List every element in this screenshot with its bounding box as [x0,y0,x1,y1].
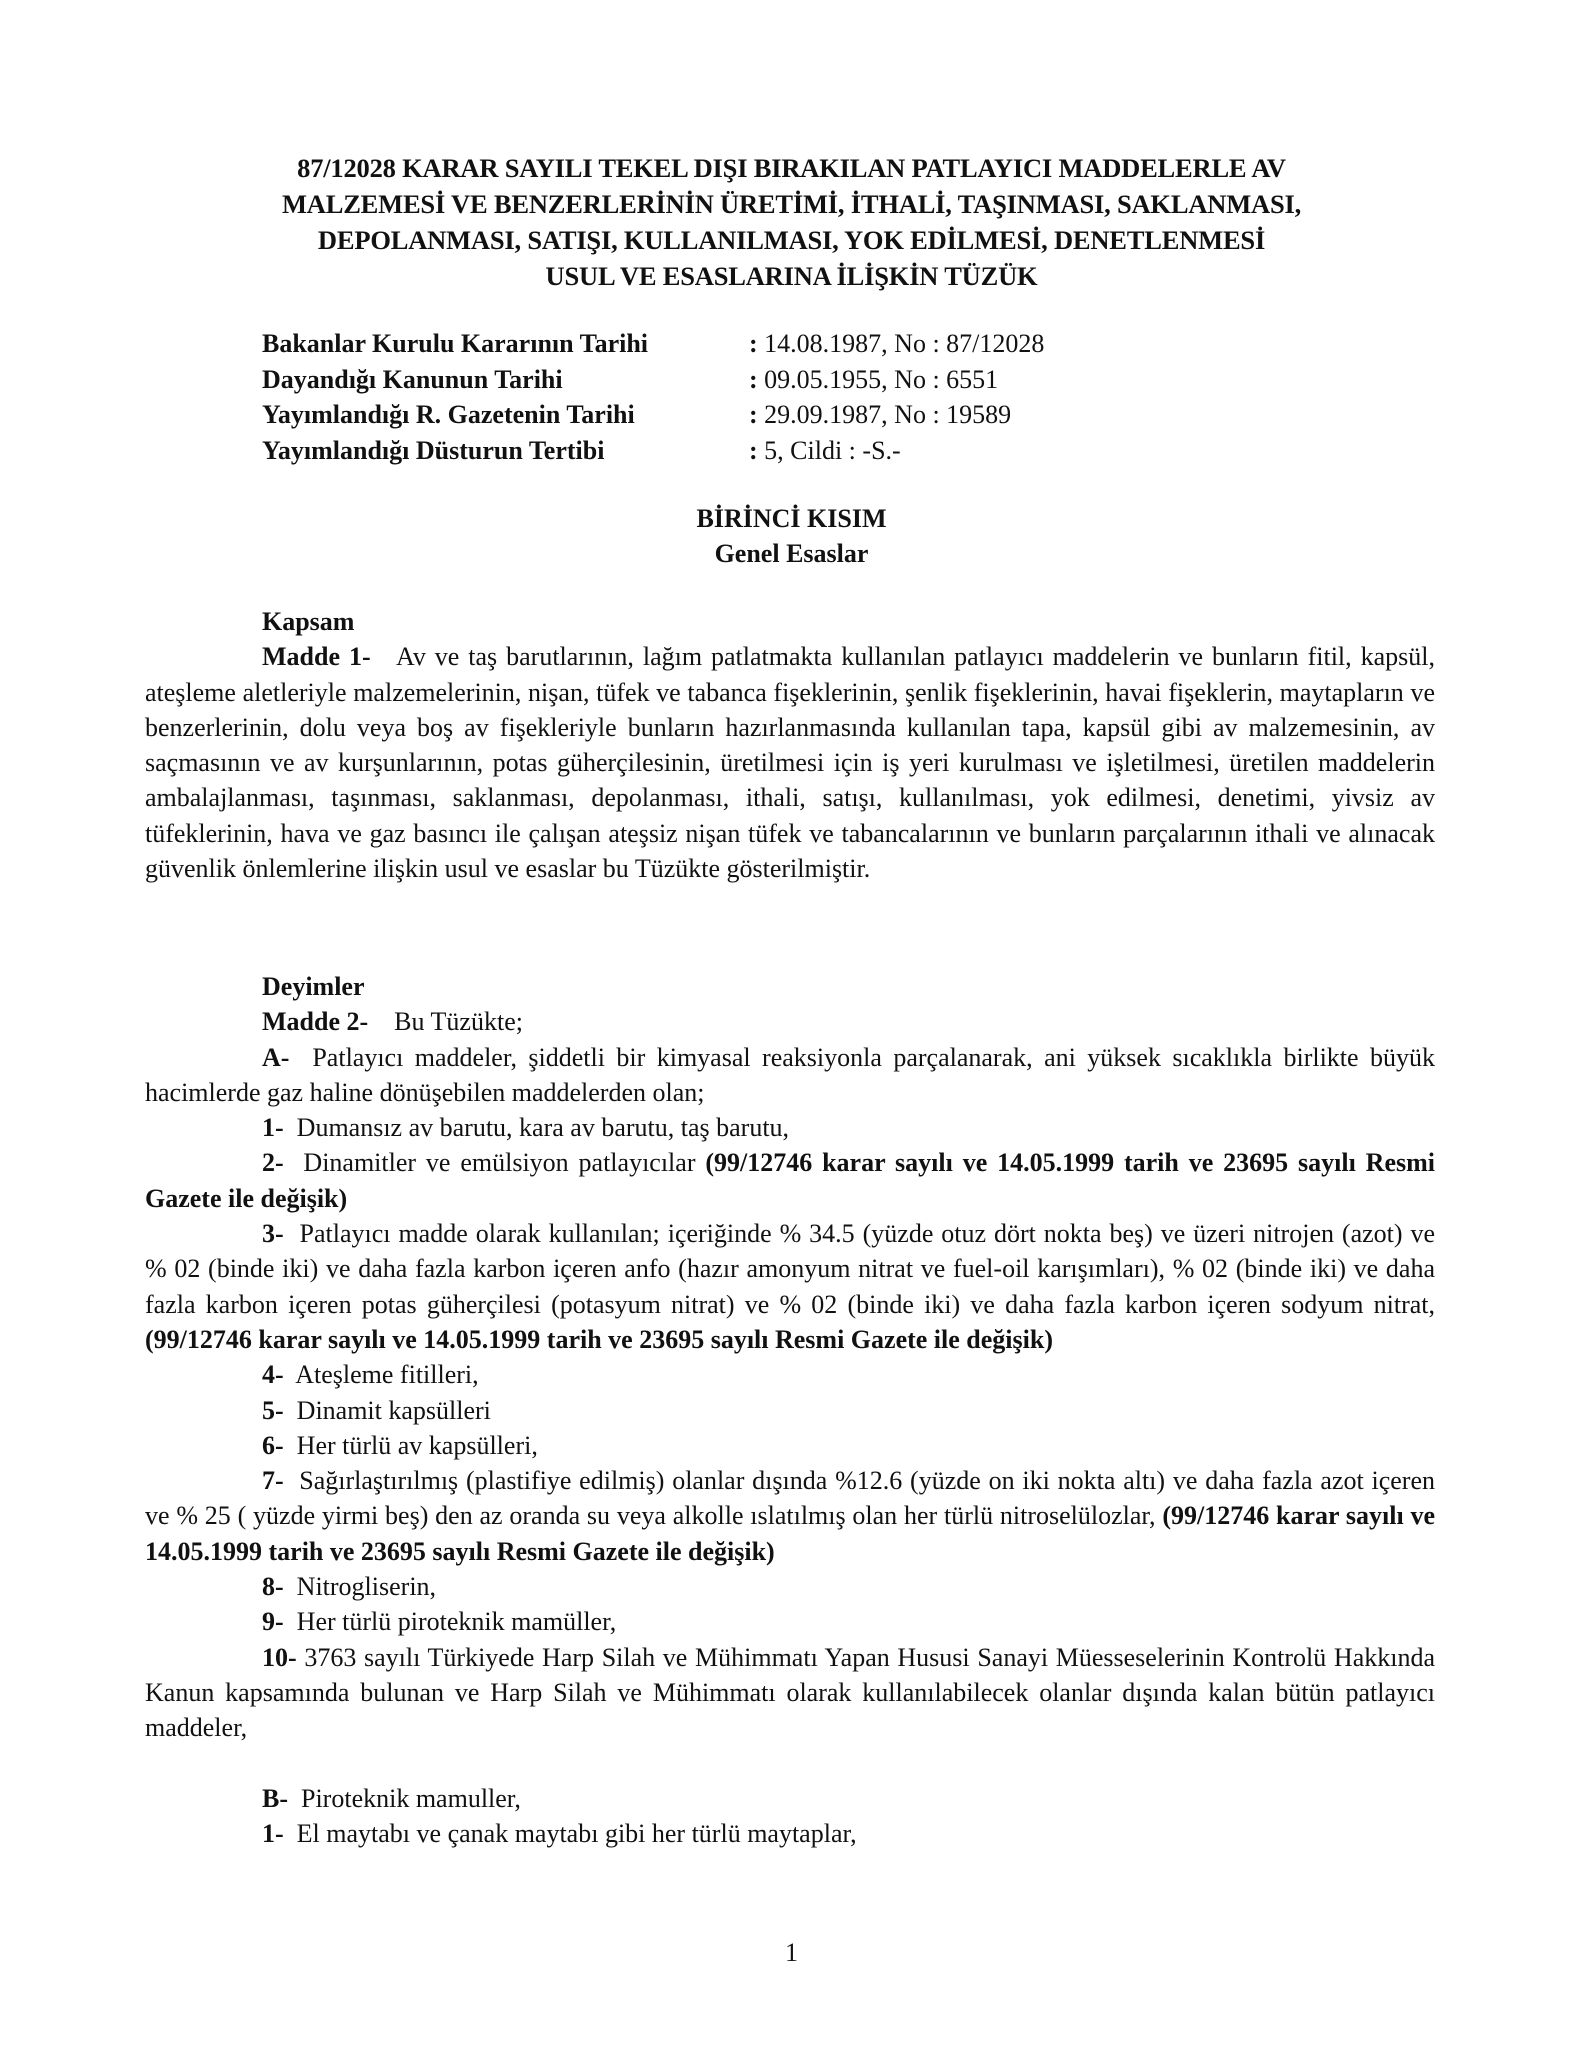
amendment-note: (99/12746 karar sayılı ve 14.05.1999 tarih ve 23695 sayılı Resmi Gazete ile değişik) [145,1148,1435,1213]
metadata-label: Bakanlar Kurulu Kararının Tarihi [262,329,649,358]
clause-a: A- Patlayıcı maddeler, şiddetli bir kimyasal reaksiyonla parçalanarak, ani yüksek sıcaklıkla birlikte büyük hacimlerde gaz haline dönüşebilen maddelerden olan; [145,1042,1436,1107]
article-heading: Deyimler [262,972,365,1001]
article-paragraph: Madde 1- Av ve taş barutlarının, lağım patlatmakta kullanılan patlayıcı maddelerin ve bunların fitil, kapsül, ateşleme aletleriyle malzemelerinin, nişan, tüfek ve tabanca fişeklerinin, şenlik fişeklerinin, havai fişeklerin, maytapların ve benzerlerinin, dolu veya boş av fişekleriyle bunların hazırlanmasında kullanılan tapa, kapsül gibi av malzemesinin, av saçmasının ve av kurşunlarının, potas güherçilesinin, üretilmesi için iş yeri kurulması ve işletilmesi, üretilen maddelerin ambalajlanması, taşınması, saklanması, depolanması, ithali, satışı, kullanılması, yok edilmesi, denetimi, yivsiz av tüfeklerinin, hava ve gaz basıncı ile çalışan ateşsiz nişan tüfek ve tabancalarının ve bunların parçalarının ithali ve alınacak güvenlik önlemlerine ilişkin usul ve esaslar bu Tüzükte gösterilmiştir. [145,642,1435,884]
article-2 [145,969,1435,1851]
page-number: 1 [785,1938,798,1967]
article-label: Madde 1- [262,642,371,672]
list-item: 2- Dinamitler ve emülsiyon patlayıcılar (99/12746 karar sayılı ve 14.05.1999 tarih ve 23695 sayılı Resmi Gazete ile değişik) [145,1148,1435,1213]
article-1 [145,604,1435,886]
article-label: Madde 2- [262,1007,369,1037]
list-item: 7- Sağırlaştırılmış (plastifiye edilmiş) olanlar dışında %12.6 (yüzde on iki nokta altı) ve daha fazla azot içeren ve % 25 ( yüzde yirmi beş) den az oranda su veya alkolle ıslatılmış olan her türlü nitroselülozlar, (99/12746 karar sayılı ve 14.05.1999 tarih ve 23695 sayılı Resmi Gazete ile değişik) [145,1466,1436,1566]
section-subheading: Genel Esaslar [714,539,869,568]
title-line: DEPOLANMASI, SATIŞI, KULLANILMASI, YOK EDİLMESİ, DENETLENMESİ [317,225,1266,255]
metadata-label: Yayımlandığı Düsturun Tertibi [262,435,605,465]
metadata-row [262,433,1044,469]
metadata-value: : 14.08.1987, No : 87/12028 [749,329,1045,358]
article-intro: Madde 2- Bu Tüzükte; [262,1007,523,1037]
metadata-label: Dayandığı Kanunun Tarihi [262,364,563,394]
list-item: 10- 3763 sayılı Türkiyede Harp Silah ve Mühimmatı Yapan Hususi Sanayi Müesseselerinin Kontrolü Hakkında Kanun kapsamında bulunan ve Harp Silah ve Mühimmatı olarak kullanılabilecek olanlar dışında kalan bütün patlayıcı maddeler, [145,1642,1436,1743]
title-line: 87/12028 KARAR SAYILI TEKEL DIŞI BIRAKILAN PATLAYICI MADDELERLE AV [297,153,1286,183]
list-item: 3- Patlayıcı madde olarak kullanılan; içeriğinde % 34.5 (yüzde otuz dört nokta beş) ve üzeri nitrojen (azot) ve % 02 (binde iki) ve daha fazla karbon içeren anfo (hazır amonyum nitrat ve fuel-oil karışımları), % 02 (binde iki) ve daha fazla karbon içeren potas güherçilesi (potasyum nitrat) ve % 02 (binde iki) ve daha fazla karbon içeren sodyum nitrat, (99/12746 karar sayılı ve 14.05.1999 tarih ve 23695 sayılı Resmi Gazete ile değişik) [145,1219,1436,1354]
metadata-row [262,326,1044,362]
metadata-label: Yayımlandığı R. Gazetenin Tarihi [262,400,635,429]
clause-b: B- Piroteknik mamuller, [262,1783,521,1813]
metadata-row [262,362,1044,398]
amendment-note: (99/12746 karar sayılı ve 14.05.1999 tarih ve 23695 sayılı Resmi Gazete ile değişik) [145,1324,1053,1354]
metadata-value: : 5, Cildi : -S.- [749,435,901,465]
metadata-value: : 29.09.1987, No : 19589 [749,400,1012,429]
amendment-note: (99/12746 karar sayılı ve 14.05.1999 tarih ve 23695 sayılı Resmi Gazete ile değişik) [145,1501,1436,1566]
list-item: 5- Dinamit kapsülleri [262,1395,491,1425]
title-line: MALZEMESİ VE BENZERLERİNİN ÜRETİMİ, İTHALİ, TAŞINMASI, SAKLANMASI, [281,189,1302,219]
title-line: USUL VE ESASLARINA İLİŞKİN TÜZÜK [545,261,1038,291]
list-item: 1- Dumansız av barutu, kara av barutu, taş barutu, [262,1113,790,1143]
metadata-row [262,397,1044,433]
metadata-block [262,326,1044,468]
list-item: 1- El maytabı ve çanak maytabı gibi her türlü maytaplar, [262,1818,857,1848]
list-item: 9- Her türlü piroteknik mamüller, [262,1607,617,1637]
list-item: 4- Ateşleme fitilleri, [262,1360,479,1390]
list-item: 6- Her türlü av kapsülleri, [262,1430,538,1460]
metadata-value: : 09.05.1955, No : 6551 [749,364,999,394]
list-item: 8- Nitrogliserin, [262,1572,437,1602]
article-heading: Kapsam [262,607,355,636]
section-heading: BİRİNCİ KISIM [696,504,887,533]
document-title [150,150,1433,294]
